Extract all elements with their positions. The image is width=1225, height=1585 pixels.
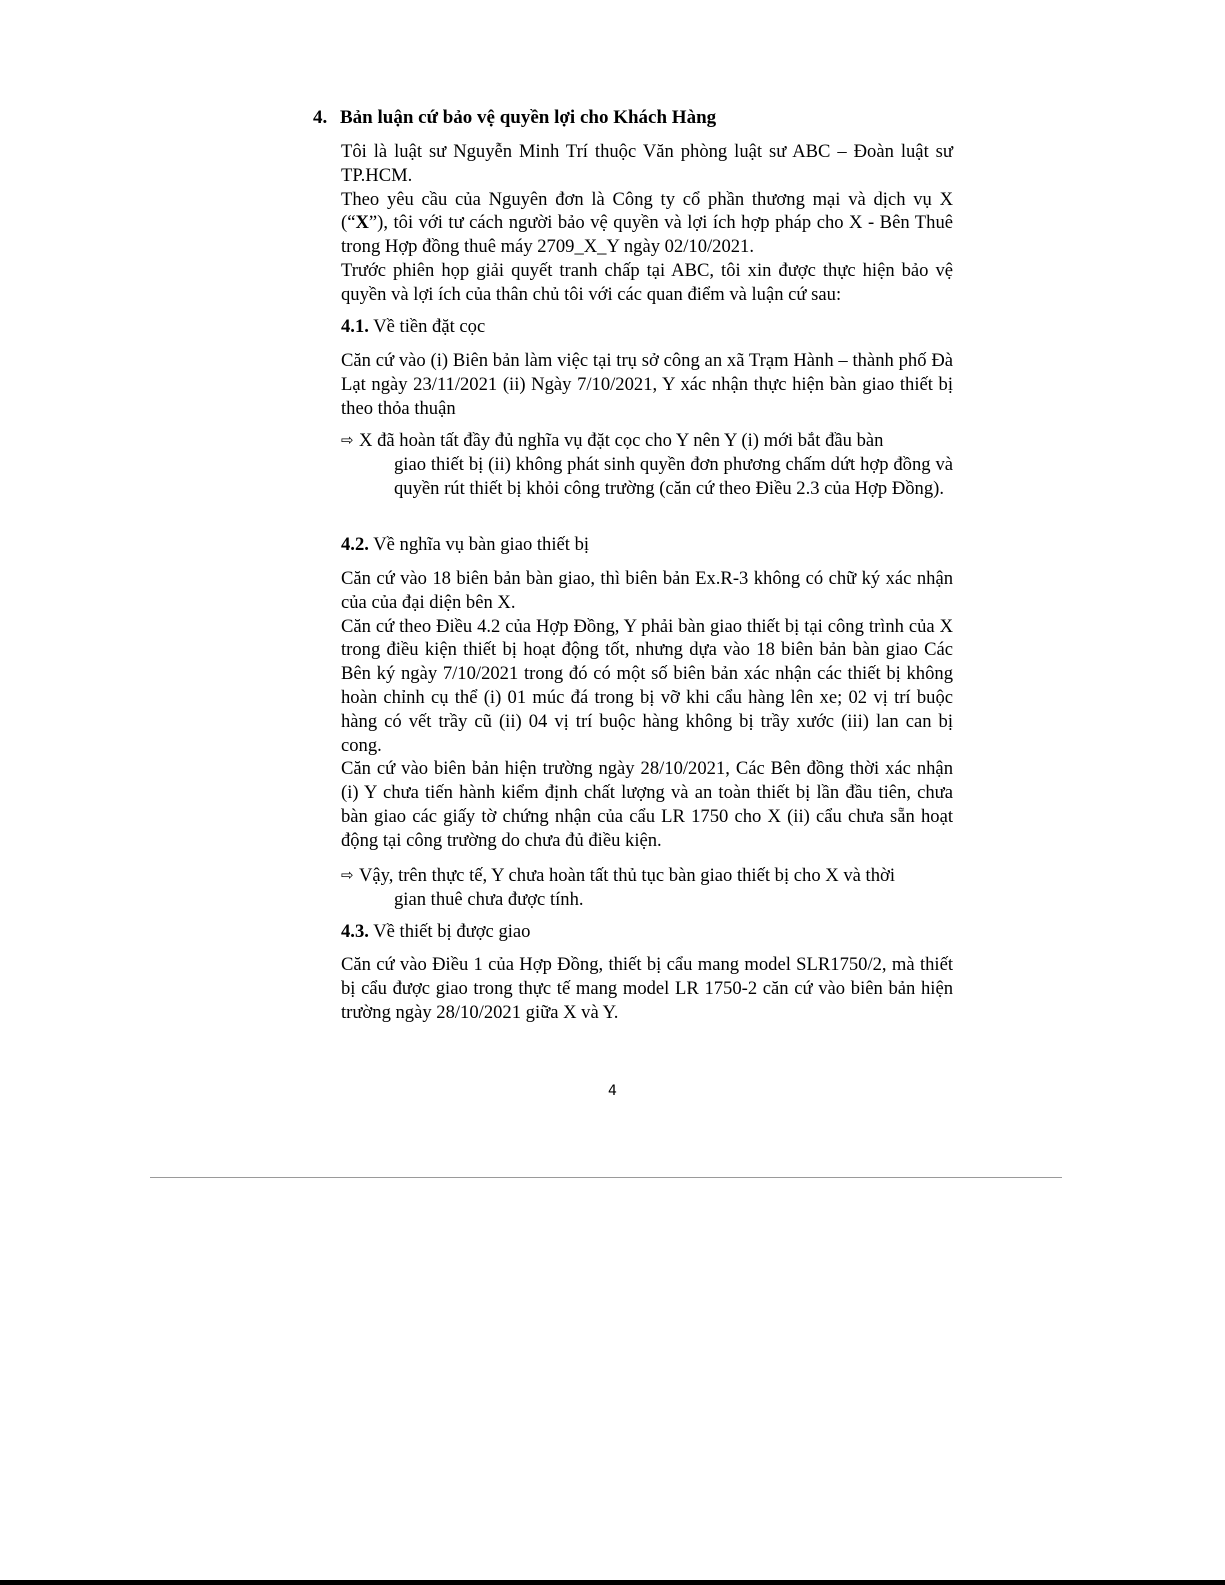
intro-paragraph-2-end: ”), tôi với tư cách người bảo vệ quyền và lợi ích hợp pháp cho X - Bên Thuê trong Hợp đồng thuê máy 2709_X_Y ngày 02/10/2021.	[341, 212, 953, 258]
subsection-4-3-body	[341, 953, 953, 1024]
subsection-title: Về tiền đặt cọc	[373, 316, 486, 337]
deposit-conclusion-text-start: X đã hoàn tất đầy đủ nghĩa vụ đặt cọc cho Y nên Y (i) mới bắt đầu bàn	[359, 430, 884, 451]
deposit-paragraph: Căn cứ vào (i) Biên bản làm việc tại trụ sở công an xã Trạm Hành – thành phố Đà Lạt ngày 23/11/2021 (ii) Ngày 7/10/2021, Y xác nhận thực hiện bàn giao thiết bị theo thỏa thuận	[341, 350, 953, 419]
subsection-4-1-body	[341, 349, 953, 420]
deposit-conclusion	[341, 429, 953, 500]
subsection-number: 4.2.	[341, 534, 369, 555]
intro-paragraph-1: Tôi là luật sư Nguyễn Minh Trí thuộc Văn phòng luật sư ABC – Đoàn luật sư TP.HCM.	[341, 141, 953, 186]
subsection-number: 4.1.	[341, 316, 369, 337]
deposit-conclusion-text-rest: giao thiết bị (ii) không phát sinh quyền đơn phương chấm dứt hợp đồng và quyền rút thiết bị khỏi công trường (căn cứ theo Điều 2.3 của Hợp Đồng).	[394, 453, 953, 499]
equipment-paragraph: Căn cứ vào Điều 1 của Hợp Đồng, thiết bị cẩu mang model SLR1750/2, mà thiết bị cẩu được giao trong thực tế mang model LR 1750-2 căn cứ vào biên bản hiện trường ngày 28/10/2021 giữa X và Y.	[341, 954, 953, 1023]
subsection-heading-4-1	[341, 315, 485, 339]
handover-paragraph-1: Căn cứ vào 18 biên bản bàn giao, thì biên bản Ex.R-3 không có chữ ký xác nhận của của đại diện bên X.	[341, 568, 953, 613]
page-bottom-edge	[0, 1580, 1225, 1585]
section-heading	[313, 106, 716, 130]
intro-block	[341, 140, 953, 307]
handover-conclusion-first-line	[341, 864, 953, 888]
page-separator	[150, 1177, 1062, 1178]
intro-paragraph-2-bold: X	[355, 212, 369, 234]
intro-paragraph-3: Trước phiên họp giải quyết tranh chấp tại ABC, tôi xin được thực hiện bảo vệ quyền và lợi ích của thân chủ tôi với các quan điểm và luận cứ sau:	[341, 259, 953, 305]
page-number: 4	[608, 1083, 617, 1099]
handover-conclusion-text-start: Vậy, trên thực tế, Y chưa hoàn tất thủ tục bàn giao thiết bị cho X và thời	[359, 865, 895, 886]
handover-conclusion	[341, 864, 953, 912]
handover-conclusion-text-rest: gian thuê chưa được tính.	[394, 888, 584, 910]
subsection-title: Về nghĩa vụ bàn giao thiết bị	[373, 534, 590, 555]
right-arrow-icon: ⇨	[341, 431, 354, 449]
handover-paragraph-2: Căn cứ theo Điều 4.2 của Hợp Đồng, Y phải bàn giao thiết bị tại công trình của X trong điều kiện thiết bị hoạt động tốt, nhưng dựa vào 18 biên bản bàn giao Các Bên ký ngày 7/10/2021 trong đó có một số biên bản xác nhận các thiết bị không hoàn chỉnh cụ thể (i) 01 múc đá trong bị vỡ khi cẩu hàng lên xe; 02 vị trí buộc hàng có vết trầy cũ (ii) 04 vị trí buộc hàng không bị trầy xước (iii) lan can bị cong.	[341, 615, 953, 756]
subsection-heading-4-2	[341, 533, 589, 557]
intro-paragraph-2-start: Theo yêu cầu của Nguyên đơn là Công ty cổ phần thương mại và dịch vụ X (“	[341, 188, 953, 234]
subsection-number: 4.3.	[341, 921, 369, 942]
right-arrow-icon: ⇨	[341, 866, 354, 884]
subsection-heading-4-3	[341, 920, 530, 944]
deposit-conclusion-first-line	[341, 429, 953, 453]
section-heading-number: 4.	[313, 107, 328, 128]
subsection-title: Về thiết bị được giao	[373, 921, 531, 942]
section-heading-title: Bản luận cứ bảo vệ quyền lợi cho Khách Hàng	[340, 107, 717, 128]
subsection-4-2-body	[341, 567, 953, 853]
handover-paragraph-3: Căn cứ vào biên bản hiện trường ngày 28/10/2021, Các Bên đồng thời xác nhận (i) Y chưa tiến hành kiểm định chất lượng và an toàn thiết bị lần đầu tiên, chưa bàn giao các giấy tờ chứng nhận của cẩu LR 1750 cho X (ii) cẩu chưa sẵn hoạt động tại công trường do chưa đủ điều kiện.	[341, 758, 953, 851]
intro-paragraph-2	[341, 188, 953, 259]
